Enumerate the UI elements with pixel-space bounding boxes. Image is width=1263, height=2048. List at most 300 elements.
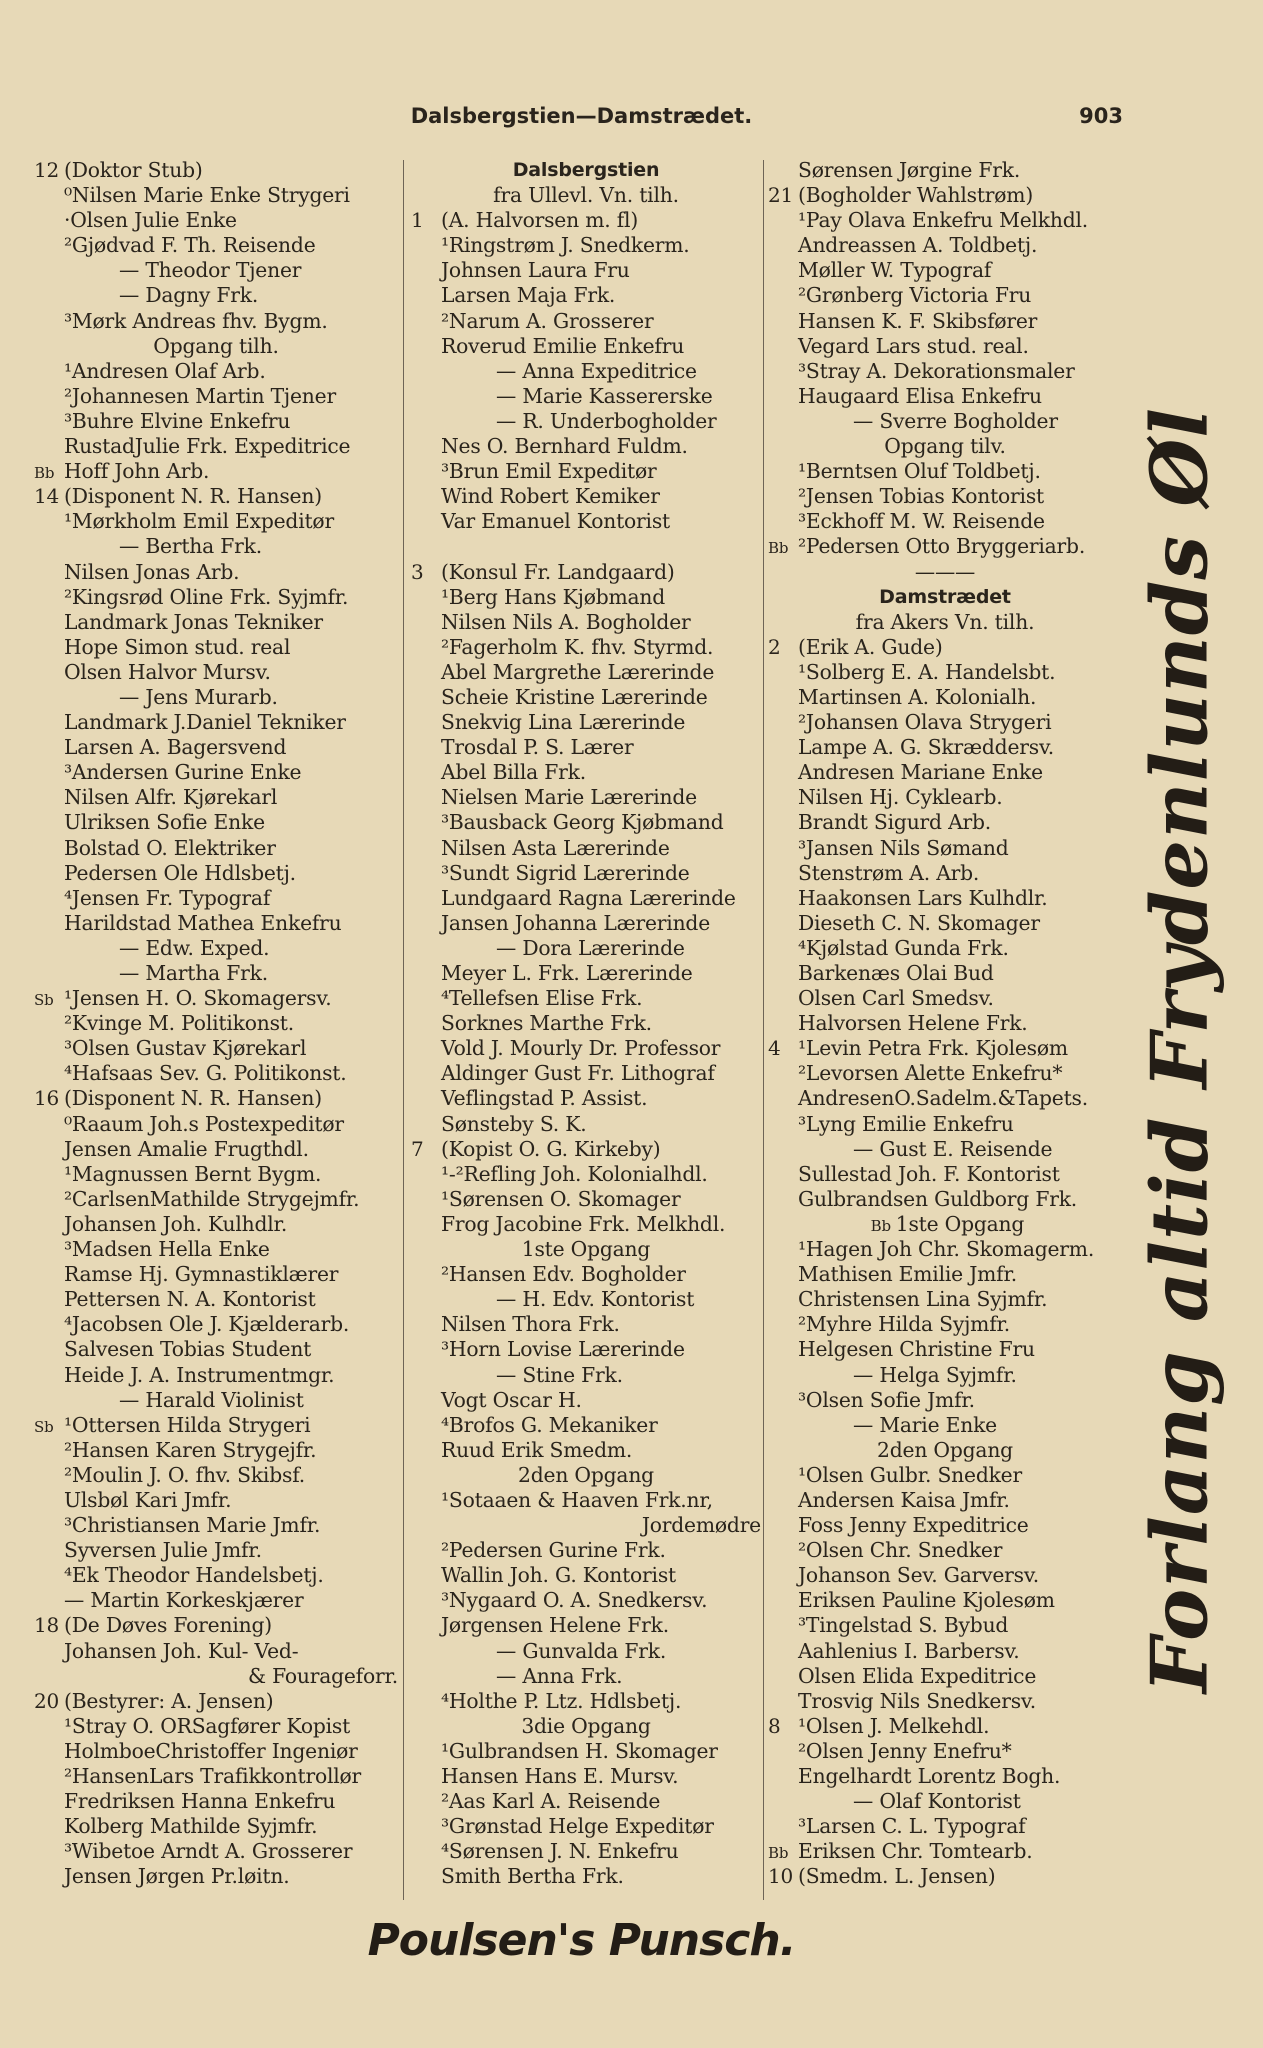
floor-marker: Bb	[768, 1844, 789, 1863]
directory-entry	[768, 710, 1122, 735]
entry-text: ¹Pay Olava Enkefru Melkhdl.	[798, 208, 1089, 233]
directory-entry	[768, 1413, 1122, 1438]
entry-text: Hansen K. F. Skibsfører	[798, 308, 1038, 333]
entry-text: — Gust E. Reisende	[853, 1136, 1053, 1161]
directory-entry	[768, 961, 1122, 986]
floor-marker: Bb	[870, 1216, 891, 1235]
entry-text: — Martha Frk.	[119, 961, 268, 985]
directory-entry	[411, 1337, 761, 1362]
directory-entry	[768, 560, 1122, 585]
entry-text: — Sverre Bogholder	[853, 408, 1058, 433]
entry-text: ³Sundt Sigrid Lærerinde	[441, 860, 690, 885]
column-3	[768, 158, 1122, 1900]
entry-text: ¹Berg Hans Kjøbmand	[441, 584, 666, 609]
directory-entry	[34, 760, 398, 785]
entry-text: Ruud Erik Smedm.	[441, 1437, 633, 1462]
entry-text: Johnsen Laura Fru	[441, 258, 630, 283]
floor-marker: Bb	[34, 464, 55, 483]
entry-text: ²HansenLars Trafikkontrollør	[64, 1764, 362, 1788]
directory-entry	[411, 735, 761, 760]
directory-entry	[768, 334, 1122, 359]
directory-entry	[768, 484, 1122, 509]
entry-text: Nilsen Jonas Arb.	[64, 559, 240, 584]
entry-text: — Olaf Kontorist	[853, 1789, 1021, 1814]
entry-text: (A. Halvorsen m. fl)	[441, 208, 639, 233]
directory-entry	[768, 1438, 1122, 1463]
directory-entry	[768, 886, 1122, 911]
entry-text: Heide J. A. Instrumentmgr.	[64, 1362, 335, 1387]
directory-entry	[34, 1639, 398, 1664]
entry-text: ⁴Hafsaas Sev. G. Politikonst.	[64, 1061, 347, 1086]
directory-entry	[768, 861, 1122, 886]
entry-text: Aahlenius I. Barbersv.	[798, 1638, 1020, 1663]
entry-text: 3die Opgang	[521, 1713, 651, 1738]
entry-text: — Martin Korkeskjærer	[64, 1588, 304, 1613]
entry-text: Olsen Elida Expeditrice	[798, 1663, 1037, 1688]
directory-entry	[411, 158, 761, 183]
entry-text: ²Olsen Chr. Snedker	[798, 1538, 1003, 1563]
house-number: 10	[768, 1864, 794, 1889]
entry-text: ⁴Kjølstad Gunda Frk.	[798, 935, 1009, 960]
entry-text: Wallin Joh. G. Kontorist	[441, 1563, 676, 1588]
directory-entry	[34, 660, 398, 685]
directory-entry	[411, 660, 761, 685]
directory-entry	[34, 1187, 398, 1212]
entry-text: ²Johannesen Martin Tjener	[64, 383, 336, 408]
directory-entry	[411, 183, 761, 208]
directory-entry	[768, 1563, 1122, 1588]
directory-entry	[768, 1011, 1122, 1036]
entry-text: Abel Billa Frk.	[441, 760, 586, 785]
entry-text: ¹Sørensen O. Skomager	[441, 1186, 681, 1211]
entry-text: Helgesen Christine Fru	[798, 1337, 1035, 1362]
entry-text: ³Christiansen Marie Jmfr.	[64, 1513, 321, 1538]
directory-entry	[411, 309, 761, 334]
directory-entry	[34, 635, 398, 660]
directory-entry	[411, 1212, 761, 1237]
directory-entry	[411, 509, 761, 534]
directory-entry	[34, 1814, 398, 1839]
entry-text: — Harald Violinist	[119, 1387, 304, 1412]
entry-text: Andresen Mariane Enke	[798, 760, 1043, 785]
entry-text: & Fourageforr.	[247, 1663, 398, 1688]
directory-entry	[34, 1588, 398, 1613]
directory-entry	[411, 986, 761, 1011]
entry-text: Olsen Halvor Mursv.	[64, 659, 271, 684]
entry-text: ³Lyng Emilie Enkefru	[798, 1111, 1014, 1136]
directory-entry	[768, 1513, 1122, 1538]
entry-text: Halvorsen Helene Frk.	[798, 1011, 1028, 1036]
entry-text: Engelhardt Lorentz Bogh.	[798, 1764, 1061, 1788]
directory-entry	[768, 1287, 1122, 1312]
entry-text: Trosdal P. S. Lærer	[441, 735, 634, 760]
entry-text: Mathisen Emilie Jmfr.	[798, 1262, 1018, 1287]
entry-text: ²Jensen Tobias Kontorist	[798, 484, 1045, 509]
entry-text: Pedersen Ole Hdlsbetj.	[64, 860, 296, 885]
entry-text: Haakonsen Lars Kulhdlr.	[798, 885, 1048, 910]
directory-entry	[768, 785, 1122, 810]
entry-text: Vegard Lars stud. real.	[798, 333, 1029, 358]
directory-entry	[34, 509, 398, 534]
directory-entry	[411, 334, 761, 359]
directory-entry	[34, 409, 398, 434]
directory-entry	[34, 208, 398, 233]
entry-text: Jensen Jørgen Pr.løitn.	[64, 1864, 290, 1889]
directory-entry	[768, 1312, 1122, 1337]
directory-entry	[768, 660, 1122, 685]
entry-text: Kolberg Mathilde Syjmfr.	[64, 1814, 318, 1839]
directory-entry	[411, 258, 761, 283]
directory-entry	[34, 1363, 398, 1388]
entry-text: Damstrædet	[879, 585, 1011, 608]
directory-entry	[768, 1689, 1122, 1714]
entry-text: Dieseth C. N. Skomager	[798, 910, 1040, 935]
entry-text: (Erik A. Gude)	[798, 634, 943, 659]
directory-entry	[411, 1513, 761, 1538]
directory-entry	[768, 836, 1122, 861]
entry-text: ²Narum A. Grosserer	[441, 308, 654, 333]
house-number: 14	[34, 484, 60, 509]
directory-entry	[34, 1212, 398, 1237]
directory-entry	[411, 1162, 761, 1187]
directory-entry	[411, 911, 761, 936]
entry-text: — Anna Frk.	[496, 1663, 623, 1688]
directory-entry	[768, 1036, 1122, 1061]
floor-marker: Sb	[34, 991, 54, 1010]
entry-text: ⁴Jacobsen Ole J. Kjælderarb.	[64, 1312, 350, 1337]
directory-entry	[411, 635, 761, 660]
entry-text: 2den Opgang	[877, 1437, 1013, 1462]
entry-text: ²Hansen Edv. Bogholder	[441, 1262, 686, 1287]
house-number: 18	[34, 1613, 60, 1638]
directory-entry	[34, 1689, 398, 1714]
entry-text: ³Tingelstad S. Bybud	[798, 1613, 1009, 1638]
entry-text: Opgang tilv.	[884, 434, 1006, 459]
entry-text: ³Olsen Sofie Jmfr.	[798, 1387, 975, 1412]
entry-text: Abel Margrethe Lærerinde	[441, 659, 715, 684]
directory-entry	[34, 1086, 398, 1111]
entry-text: RustadJulie Frk. Expeditrice	[64, 434, 351, 459]
entry-text: Sønsteby S. K.	[441, 1111, 587, 1136]
entry-text: ²Pedersen Gurine Frk.	[441, 1538, 666, 1563]
directory-entry	[411, 534, 761, 559]
directory-entry	[411, 1137, 761, 1162]
entry-text: ¹Stray O. ORSagfører Kopist	[64, 1713, 351, 1738]
directory-entry	[34, 1287, 398, 1312]
entry-text: Nilsen Thora Frk.	[441, 1312, 620, 1337]
entry-text: 2den Opgang	[518, 1462, 654, 1487]
house-number: 8	[768, 1713, 781, 1738]
directory-entry	[34, 1137, 398, 1162]
entry-text: ³Buhre Elvine Enkefru	[64, 408, 291, 433]
entry-text: Veflingstad P. Assist.	[441, 1086, 648, 1111]
directory-entry	[34, 1789, 398, 1814]
directory-entry	[768, 409, 1122, 434]
entry-text: Ulriksen Sofie Enke	[64, 810, 265, 835]
directory-entry	[34, 1388, 398, 1413]
entry-text: — H. Edv. Kontorist	[496, 1287, 695, 1312]
entry-text: Barkenæs Olai Bud	[798, 961, 994, 985]
entry-text: ·Olsen Julie Enke	[64, 208, 237, 233]
entry-text: (Disponent N. R. Hansen)	[64, 1086, 322, 1111]
entry-text: — Marie Kassererske	[496, 383, 713, 408]
column-1	[34, 158, 398, 1900]
directory-entry	[768, 233, 1122, 258]
house-number: 21	[768, 183, 794, 208]
house-number: 12	[34, 158, 60, 182]
directory-entry	[411, 1112, 761, 1137]
entry-text: ²Levorsen Alette Enkefru*	[798, 1061, 1063, 1086]
directory-entry	[34, 1538, 398, 1563]
directory-entry	[768, 810, 1122, 835]
directory-entry	[34, 1262, 398, 1287]
entry-text: Jansen Johanna Lærerinde	[441, 910, 711, 935]
directory-entry	[768, 685, 1122, 710]
directory-entry	[411, 1639, 761, 1664]
directory-entry	[768, 1588, 1122, 1613]
entry-text: — Theodor Tjener	[119, 258, 302, 283]
directory-entry	[411, 1789, 761, 1814]
directory-entry	[411, 1388, 761, 1413]
entry-text: ⁴Brofos G. Mekaniker	[441, 1412, 658, 1437]
directory-entry	[411, 886, 761, 911]
entry-text: Hope Simon stud. real	[64, 634, 291, 659]
entry-text: ¹Levin Petra Frk. Kjolesøm	[798, 1036, 1068, 1061]
entry-text: ¹Mørkholm Emil Expeditør	[64, 509, 334, 534]
entry-text: ⁴Tellefsen Elise Frk.	[441, 986, 643, 1011]
entry-text: ¹-²Refling Joh. Kolonialhdl.	[441, 1161, 708, 1186]
entry-text: Fredriksen Hanna Enkefru	[64, 1789, 336, 1814]
entry-text: Aldinger Gust Fr. Lithograf	[441, 1061, 715, 1086]
directory-entry	[34, 1563, 398, 1588]
directory-entry	[411, 610, 761, 635]
entry-text: (Konsul Fr. Landgaard)	[441, 559, 675, 584]
entry-text: ³Stray A. Dekorationsmaler	[798, 358, 1075, 383]
entry-text: Syversen Julie Jmfr.	[64, 1538, 262, 1563]
entry-text: Vogt Oscar H.	[441, 1387, 582, 1412]
entry-text: ¹Olsen J. Melkehdl.	[798, 1713, 990, 1738]
entry-text: ³Eckhoff M. W. Reisende	[798, 509, 1045, 534]
directory-entry	[768, 911, 1122, 936]
entry-text: Opgang tilh.	[153, 333, 279, 358]
directory-entry	[768, 534, 1122, 559]
bottom-advertisement: Poulsen's Punsch.	[367, 1915, 796, 1966]
vertical-ad-text: Forlang altid Frydenlunds Øl	[1134, 407, 1226, 1693]
directory-entry	[411, 1363, 761, 1388]
directory-entry	[411, 1563, 761, 1588]
entry-text: (Kopist O. G. Kirkeby)	[441, 1136, 661, 1161]
entry-text: Brandt Sigurd Arb.	[798, 810, 992, 835]
entry-text: Frog Jacobine Frk. Melkhdl.	[441, 1211, 726, 1236]
entry-text: Landmark Jonas Tekniker	[64, 609, 323, 634]
directory-entry	[411, 1011, 761, 1036]
directory-entry	[411, 1463, 761, 1488]
directory-entry	[34, 560, 398, 585]
directory-entry	[768, 1061, 1122, 1086]
entry-text: Johansen Joh. Kul- Ved-	[64, 1638, 299, 1663]
directory-entry	[768, 585, 1122, 610]
entry-text: Nes O. Bernhard Fuldm.	[441, 434, 688, 459]
entry-text: 1ste Opgang	[895, 1211, 1025, 1236]
entry-text: Nilsen Asta Lærerinde	[441, 835, 670, 860]
page-number: 903	[1079, 104, 1123, 128]
house-number: 4	[768, 1036, 781, 1061]
directory-entry	[34, 258, 398, 283]
directory-entry	[411, 936, 761, 961]
directory-entry	[34, 1413, 398, 1438]
house-number: 2	[768, 634, 781, 659]
directory-entry	[411, 409, 761, 434]
column-2	[411, 158, 761, 1900]
entry-text: — Marie Enke	[853, 1412, 997, 1437]
entry-text: Ulsbøl Kari Jmfr.	[64, 1487, 232, 1512]
entry-text: Var Emanuel Kontorist	[441, 509, 670, 534]
entry-text: Johansen Joh. Kulhdlr.	[64, 1211, 288, 1236]
entry-text: Nilsen Hj. Cyklearb.	[798, 785, 1003, 810]
directory-entry	[411, 1664, 761, 1689]
entry-text: Jørgensen Helene Frk.	[441, 1613, 669, 1638]
entry-text: ²Fagerholm K. fhv. Styrmd.	[441, 634, 714, 659]
directory-entry	[411, 1839, 761, 1864]
directory-entry	[768, 1187, 1122, 1212]
directory-entry	[768, 1212, 1122, 1237]
directory-entry	[411, 1739, 761, 1764]
directory-entry	[411, 1237, 761, 1262]
entry-text: Andreassen A. Toldbetj.	[798, 233, 1038, 258]
directory-entry	[768, 1488, 1122, 1513]
directory-entry	[768, 735, 1122, 760]
entry-text: Trosvig Nils Snedkersv.	[798, 1688, 1037, 1713]
entry-text: ³Madsen Hella Enke	[64, 1237, 270, 1262]
directory-entry	[768, 1814, 1122, 1839]
house-number: 3	[411, 559, 424, 584]
entry-text: Haugaard Elisa Enkefru	[798, 383, 1042, 408]
directory-entry	[34, 1011, 398, 1036]
directory-entry	[411, 560, 761, 585]
entry-text: Foss Jenny Expeditrice	[798, 1513, 1029, 1538]
entry-text: Hansen Hans E. Mursv.	[441, 1764, 679, 1788]
entry-text: Snekvig Lina Lærerinde	[441, 710, 686, 735]
entry-text: Larsen A. Bagersvend	[64, 735, 287, 760]
entry-text: ¹Ringstrøm J. Snedkerm.	[441, 233, 690, 258]
directory-entry	[768, 1839, 1122, 1864]
entry-text: ⁴Jensen Fr. Typograf	[64, 885, 271, 910]
directory-entry	[768, 509, 1122, 534]
entry-text: ³Grønstad Helge Expeditør	[441, 1814, 714, 1839]
entry-text: — Edw. Exped.	[119, 935, 270, 960]
entry-text: Nilsen Nils A. Bogholder	[441, 609, 691, 634]
entry-text: ⁴Sørensen J. N. Enkefru	[441, 1839, 679, 1864]
entry-text: — R. Underbogholder	[496, 408, 717, 433]
directory-entry	[411, 359, 761, 384]
house-number: 1	[411, 208, 424, 233]
directory-entry	[411, 1764, 761, 1789]
entry-text: ²Hansen Karen Strygejfr.	[64, 1437, 317, 1462]
directory-entry	[411, 1538, 761, 1563]
directory-entry	[411, 585, 761, 610]
directory-entry	[411, 233, 761, 258]
entry-text: ²Aas Karl A. Reisende	[441, 1789, 661, 1814]
entry-text: Eriksen Chr. Tomtearb.	[798, 1839, 1033, 1864]
entry-text: — Dagny Frk.	[119, 283, 259, 308]
directory-entry	[768, 1162, 1122, 1187]
directory-entry	[768, 1538, 1122, 1563]
directory-entry	[34, 986, 398, 1011]
directory-entry	[768, 1463, 1122, 1488]
entry-text: ¹Solberg E. A. Handelsbt.	[798, 659, 1056, 684]
directory-entry	[411, 685, 761, 710]
entry-text: Sullestad Joh. F. Kontorist	[798, 1161, 1060, 1186]
entry-text: — Jens Murarb.	[119, 684, 278, 709]
entry-text: ²Johansen Olava Strygeri	[798, 710, 1052, 735]
directory-entry	[34, 233, 398, 258]
entry-text: Stenstrøm A. Arb.	[798, 860, 980, 885]
entry-text: Salvesen Tobias Student	[64, 1337, 312, 1362]
directory-entry	[411, 484, 761, 509]
directory-entry	[411, 1613, 761, 1638]
directory-entry	[34, 911, 398, 936]
entry-text: ³Andersen Gurine Enke	[64, 760, 302, 785]
directory-entry	[34, 1463, 398, 1488]
directory-entry	[411, 710, 761, 735]
entry-text: (De Døves Forening)	[64, 1613, 272, 1638]
entry-text: ¹Jensen H. O. Skomagersv.	[64, 986, 332, 1011]
entry-text: ³Mørk Andreas fhv. Bygm.	[64, 308, 328, 333]
directory-entry	[411, 1413, 761, 1438]
directory-entry	[411, 961, 761, 986]
entry-text: ²Grønberg Victoria Fru	[798, 283, 1032, 308]
directory-entry	[34, 1488, 398, 1513]
entry-text: — Dora Lærerinde	[496, 935, 685, 960]
directory-entry	[34, 283, 398, 308]
directory-entry	[411, 785, 761, 810]
entry-text: Harildstad Mathea Enkefru	[64, 910, 342, 935]
directory-entry	[768, 1262, 1122, 1287]
entry-text: ¹Hagen Joh Chr. Skomagerm.	[798, 1237, 1095, 1262]
column-divider	[763, 160, 764, 1900]
directory-entry	[411, 434, 761, 459]
entry-text: Roverud Emilie Enkefru	[441, 333, 685, 358]
entry-text: (Smedm. L. Jensen)	[798, 1864, 996, 1889]
directory-entry	[34, 1036, 398, 1061]
entry-text: Scheie Kristine Lærerinde	[441, 684, 708, 709]
floor-marker: Sb	[34, 1417, 54, 1436]
entry-text: (Disponent N. R. Hansen)	[64, 484, 322, 509]
entry-text: ⁰Raaum Joh.s Postexpeditør	[64, 1111, 344, 1136]
entry-text: Johanson Sev. Garversv.	[798, 1563, 1039, 1588]
directory-entry	[411, 1714, 761, 1739]
entry-text: ³Horn Lovise Lærerinde	[441, 1337, 685, 1362]
directory-entry	[768, 1086, 1122, 1111]
house-number: 20	[34, 1688, 60, 1713]
entry-text: (Bogholder Wahlstrøm)	[798, 183, 1034, 208]
entry-text: ¹Ottersen Hilda Strygeri	[64, 1412, 311, 1437]
directory-entry	[34, 836, 398, 861]
entry-text: ³Larsen C. L. Typograf	[798, 1814, 1026, 1839]
directory-entry	[411, 1814, 761, 1839]
entry-text: ³Nygaard O. A. Snedkersv.	[441, 1588, 708, 1613]
entry-text: — Helga Syjmfr.	[853, 1362, 1017, 1387]
directory-entry	[768, 283, 1122, 308]
directory-entry	[411, 1588, 761, 1613]
directory-entry	[411, 1689, 761, 1714]
entry-text: AndresenO.Sadelm.&Tapets.	[798, 1086, 1088, 1111]
directory-entry	[411, 283, 761, 308]
entry-text: Ramse Hj. Gymnastiklærer	[64, 1262, 339, 1287]
directory-entry	[768, 1337, 1122, 1362]
entry-text: ¹Gulbrandsen H. Skomager	[441, 1738, 718, 1763]
directory-entry	[768, 258, 1122, 283]
